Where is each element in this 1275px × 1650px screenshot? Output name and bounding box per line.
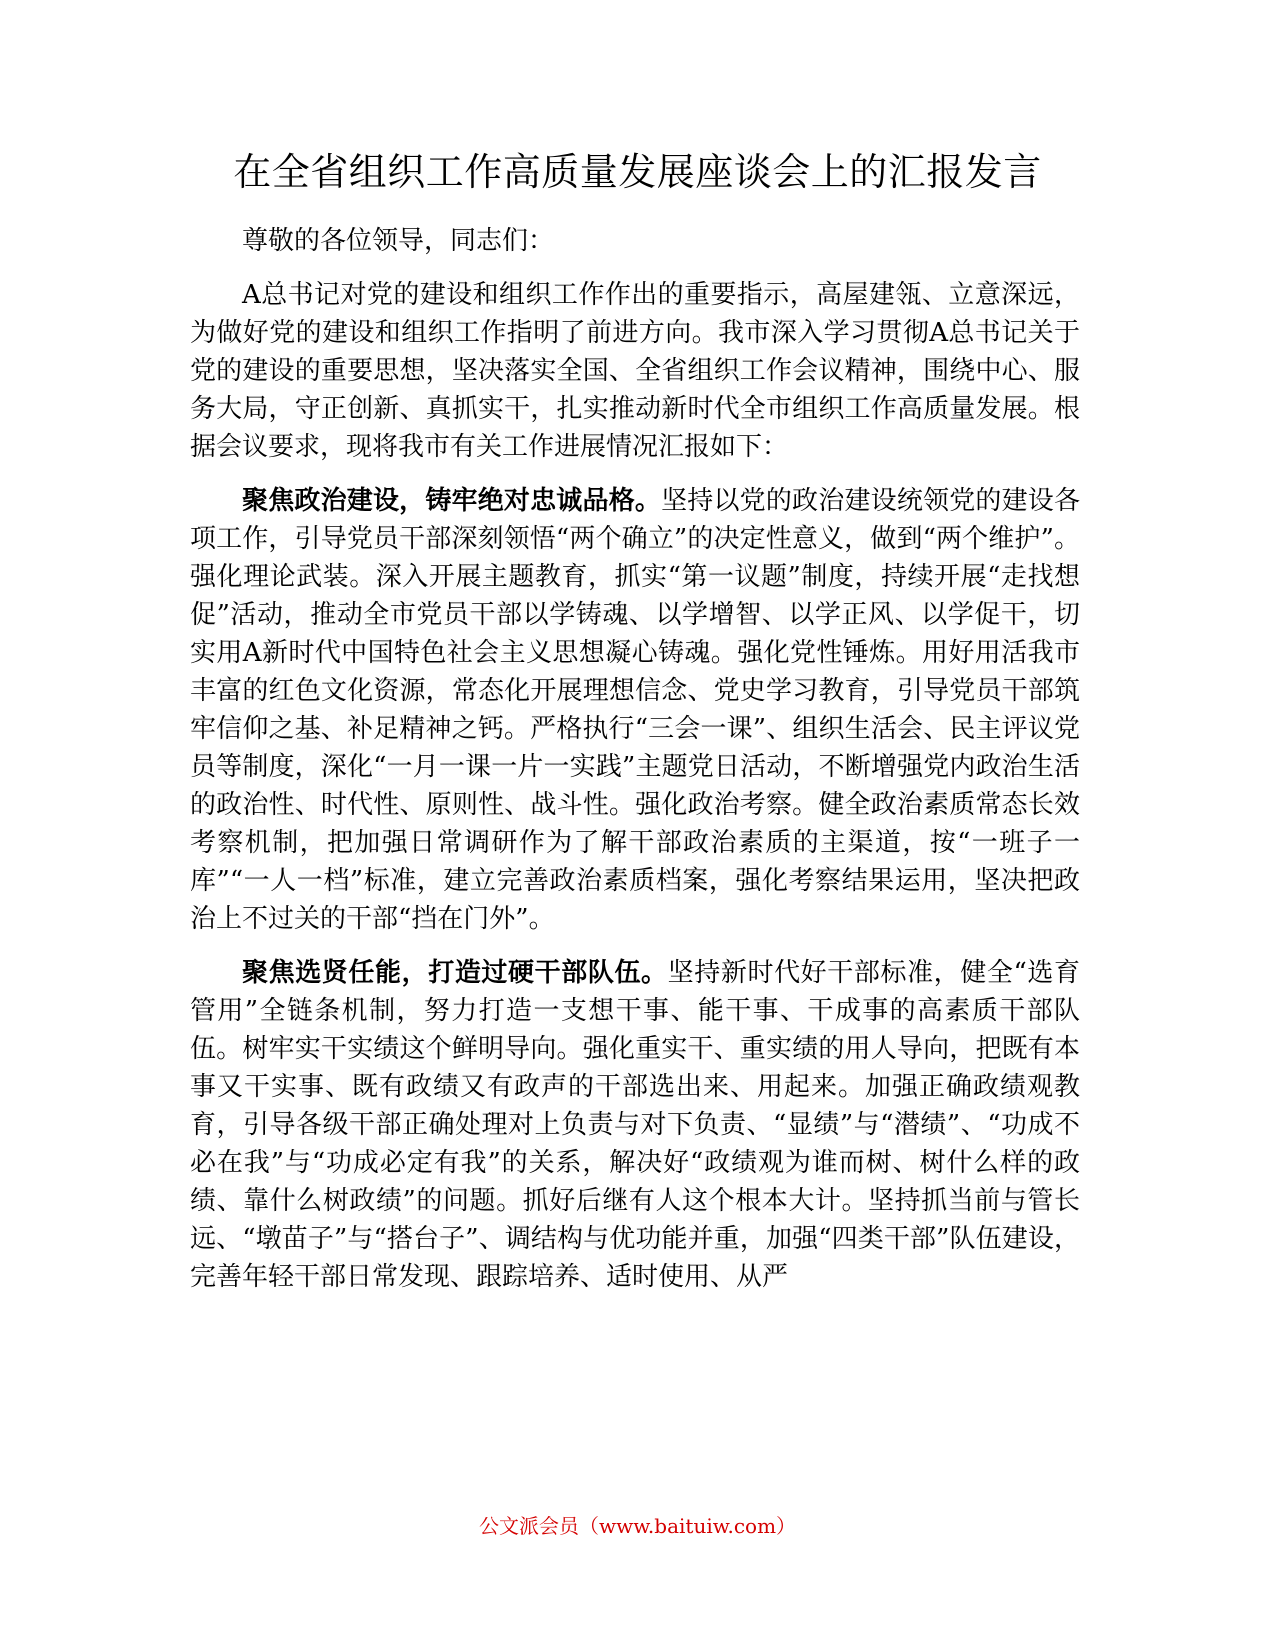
section-text: 坚持新时代好干部标准，健全“选育管用”全链条机制，努力打造一支想干事、能干事、干成事的高素质干部队伍。树牢实干实绩这个鲜明导向。强化重实干、重实绩的用人导向，把既有本事又干实事、既有政绩又有政声的干部选出来、用起来。加强正确政绩观教育，引导各级干部正确处理对上负责与对下负责、“显绩”与“潜绩”、“功成不必在我”与“功成必定有我”的关系，解决好“政绩观为谁而树、树什么样的政绩、靠什么树政绩”的问题。抓好后继有人这个根本大计。坚持抓当前与管长远、“墩苗子”与“搭台子”、调结构与优功能并重，加强“四类干部”队伍建设，完善年轻干部日常发现、跟踪培养、适时使用、从严 (190, 958, 1080, 1292)
section-text: 坚持以党的政治建设统领党的建设各项工作，引导党员干部深刻领悟“两个确立”的决定性意义，做到“两个维护”。强化理论武装。深入开展主题教育，抓实“第一议题”制度，持续开展“走找想促”活动，推动全市党员干部以学铸魂、以学增智、以学正风、以学促干，切实用A新时代中国特色社会主义思想凝心铸魂。强化党性锤炼。用好用活我市丰富的红色文化资源，常态化开展理想信念、党史学习教育，引导党员干部筑牢信仰之基、补足精神之钙。严格执行“三会一课”、组织生活会、民主评议党员等制度，深化“一月一课一片一实践”主题党日活动，不断增强党内政治生活的政治性、时代性、原则性、战斗性。强化政治考察。健全政治素质常态长效考察机制，把加强日常调研作为了解干部政治素质的主渠道，按“一班子一库”“一人一档”标准，建立完善政治素质档案，强化考察结果运用，坚决把政治上不过关的干部“挡在门外”。 (190, 486, 1080, 934)
document-title: 在全省组织工作高质量发展座谈会上的汇报发言 (233, 150, 1042, 194)
section-heading: 聚焦选贤任能，打造过硬干部队伍。 (242, 958, 668, 988)
section-heading: 聚焦政治建设，铸牢绝对忠诚品格。 (242, 486, 662, 516)
section-paragraph-cadre (190, 954, 1080, 1296)
section-paragraph-political (190, 482, 1080, 938)
footer-watermark-link[interactable]: 公文派会员（www.baituiw.com） (478, 1514, 797, 1538)
intro-paragraph: A总书记对党的建设和组织工作作出的重要指示，高屋建瓴、立意深远，为做好党的建设和组织工作指明了前进方向。我市深入学习贯彻A总书记关于党的建设的重要思想，坚决落实全国、全省组织工作会议精神，围绕中心、服务大局，守正创新、真抓实干，扎实推动新时代全市组织工作高质量发展。根据会议要求，现将我市有关工作进展情况汇报如下： (190, 280, 1080, 462)
document-body (190, 222, 1080, 1312)
salutation: 尊敬的各位领导，同志们： (242, 226, 555, 256)
